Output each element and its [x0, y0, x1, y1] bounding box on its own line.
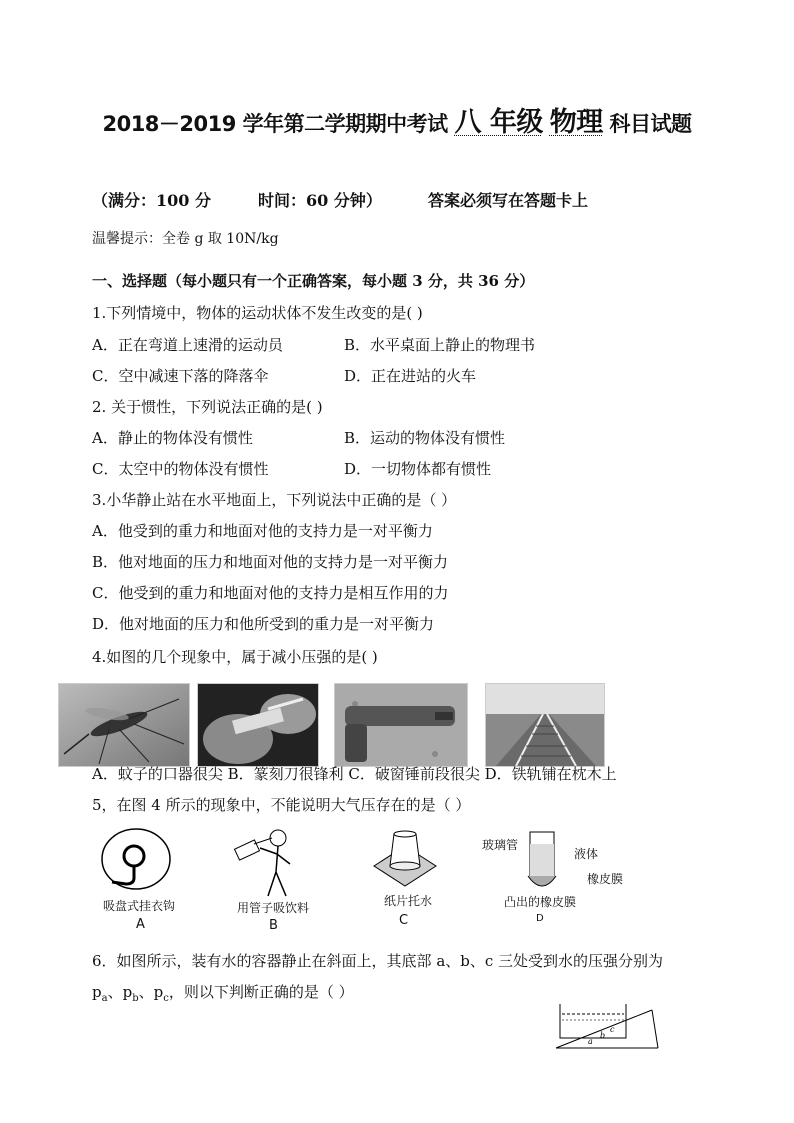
title-grade: 八 年级 [454, 107, 543, 138]
tip: 温馨提示：全卷 g 取 10N/kg [92, 231, 279, 247]
q1-option-b: B．水平桌面上静止的物理书 [344, 336, 536, 354]
notice-info: 答案必须写在答题卡上 [428, 191, 589, 210]
fig-c-letter: C [399, 913, 409, 928]
p-symbol: p [122, 983, 133, 1001]
incline-container-figure [552, 1000, 664, 1052]
fig-b-letter: B [269, 918, 278, 933]
q3-option-b: B．他对地面的压力和地面对他的支持力是一对平衡力 [92, 553, 449, 571]
title-suffix: 科目试题 [609, 112, 692, 136]
window-hammer-photo [334, 683, 468, 767]
q2-option-b: B．运动的物体没有惯性 [344, 429, 506, 447]
q2-option-d: D．一切物体都有惯性 [344, 460, 492, 478]
straw-drinking-figure [230, 826, 300, 898]
glass-tube-figure [522, 830, 562, 892]
q4-options: A．蚊子的口器很尖 B．篆刻刀很锋利 C．破窗锤前段很尖 D．铁轨铺在枕木上 [92, 765, 617, 783]
question-1-stem: 1.下列情境中，物体的运动状体不发生改变的是( ) [92, 304, 423, 322]
fig-d-letter: D [536, 913, 544, 924]
p-symbol: p [153, 983, 164, 1001]
question-4-stem: 4.如图的几个现象中，属于减小压强的是( ) [92, 648, 378, 666]
point-b-label: b [600, 1031, 606, 1040]
question-5-stem: 5，在图 4 所示的现象中，不能说明大气压存在的是（ ） [92, 796, 471, 814]
q6-tail: ，则以下判断正确的是（ ） [168, 983, 354, 1001]
fig-b-caption: 用管子吸饮料 [237, 901, 310, 915]
q3-option-a: A．他受到的重力和地面对他的支持力是一对平衡力 [92, 522, 433, 540]
suction-hook-figure [98, 826, 178, 896]
question-6-stem-line1: 6．如图所示，装有水的容器静止在斜面上，其底部 a、b、c 三处受到水的压强分别为 [92, 952, 664, 970]
fig-a-caption: 吸盘式挂衣钩 [103, 899, 176, 913]
section-heading: 一、选择题（每小题只有一个正确答案，每小题 3 分，共 36 分） [92, 272, 535, 290]
question-3-stem: 3.小华静止站在水平地面上，下列说法中正确的是（ ） [92, 491, 457, 509]
sub-b: b [132, 993, 139, 1004]
exam-title [0, 100, 794, 139]
title-prefix: 2018－2019 学年第二学期期中考试 [102, 112, 448, 136]
fig-c-caption: 纸片托水 [384, 894, 433, 908]
fig-d-label-liquid: 液体 [574, 847, 599, 861]
question-6-stem-line2: $p_a$、$p_b$、$p_c$，则以下判断正确的是（ ） [92, 983, 354, 1004]
q3-option-d: D．他对地面的压力和他所受到的重力是一对平衡力 [92, 615, 435, 633]
point-a-label: a [588, 1037, 593, 1046]
mosquito-photo [58, 683, 190, 767]
q1-option-a: A．正在弯道上速滑的运动员 [92, 336, 283, 354]
sub-a: a [101, 993, 108, 1004]
railway-photo [485, 683, 605, 767]
fig-a-letter: A [136, 917, 145, 932]
p-symbol: p [92, 983, 102, 1001]
carving-knife-photo [197, 683, 319, 767]
score-info: （满分：100 分 [92, 191, 211, 210]
question-2-stem: 2. 关于惯性，下列说法正确的是( ) [92, 398, 323, 416]
q1-option-d: D．正在进站的火车 [344, 367, 477, 385]
q2-option-c: C．太空中的物体没有惯性 [92, 460, 269, 478]
fig-d-label-membrane: 橡皮膜 [587, 872, 624, 886]
fig-d-label-tube: 玻璃管 [482, 838, 519, 852]
paper-water-figure [370, 826, 440, 888]
sub-c: c [163, 993, 169, 1004]
q2-option-a: A．静止的物体没有惯性 [92, 429, 253, 447]
fig-d-caption: 凸出的橡皮膜 [504, 895, 577, 909]
time-info: 时间：60 分钟） [258, 191, 382, 210]
title-subject: 物理 [549, 107, 603, 138]
q3-option-c: C．他受到的重力和地面对他的支持力是相互作用的力 [92, 584, 449, 602]
point-c-label: c [610, 1025, 615, 1034]
q1-option-c: C．空中减速下落的降落伞 [92, 367, 269, 385]
